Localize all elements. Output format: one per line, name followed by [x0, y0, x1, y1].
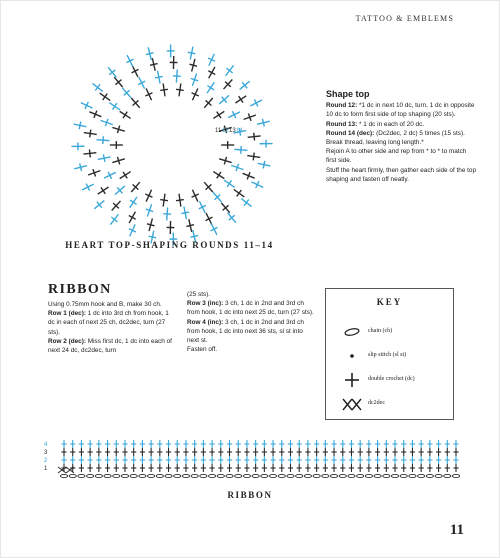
- heart-stitch-mark: [262, 119, 264, 127]
- key-box: [325, 288, 454, 420]
- ribbon-chain-mark: [191, 474, 198, 477]
- ribbon-chain-mark: [348, 474, 355, 477]
- instruction-label: Row 2 (dec):: [48, 337, 86, 345]
- heart-round-label: 13: [229, 128, 236, 134]
- instruction-text: Using 0.75mm hook and B, make 30 ch.: [48, 301, 162, 308]
- key-label-dc2dec: dc2dec: [368, 400, 385, 406]
- ribbon-chain-mark: [435, 474, 442, 477]
- instruction-text: Break thread, leaving long length.*: [326, 139, 424, 147]
- heart-stitch-mark: [186, 225, 194, 227]
- heart-stitch-mark: [80, 163, 82, 171]
- instruction-label: Row 1 (dec):: [48, 310, 86, 318]
- key-label-chain: chain (ch): [368, 328, 393, 334]
- ribbon-row-label: 1: [44, 466, 48, 472]
- heart-stitch-mark: [149, 236, 157, 238]
- heart-chart-caption: HEART TOP-SHAPING ROUNDS 11–14: [65, 240, 274, 250]
- instruction-paragraph: [187, 318, 315, 346]
- ribbon-chain-mark: [444, 474, 451, 477]
- ribbon-chain-mark: [452, 474, 459, 477]
- heart-stitch-mark: [89, 149, 90, 157]
- heart-stitch-mark: [101, 187, 105, 194]
- ribbon-chain-mark: [287, 474, 294, 477]
- key-item-double-crochet: [326, 371, 453, 389]
- shape-top-heading: Shape top: [326, 89, 370, 99]
- instruction-label: Row 3 (inc):: [187, 300, 224, 308]
- instruction-text: 3 ch, 1 dc in 2nd and 3rd ch from hook, 1 dc into next 36 sts, sl st into next st.: [187, 318, 304, 345]
- ribbon-chain-mark: [330, 474, 337, 477]
- ribbon-chart-caption: RIBBON: [227, 490, 273, 500]
- instruction-paragraph: [48, 337, 176, 355]
- heart-stitch-mark: [190, 64, 198, 66]
- instruction-text: (Dc2dec, 2 dc) 5 times (15 sts).: [376, 129, 465, 137]
- heart-stitch-mark: [103, 154, 104, 162]
- dc2dec-icon: [340, 395, 364, 413]
- heart-stitch-mark: [263, 161, 265, 169]
- heart-stitch-mark: [130, 200, 136, 204]
- ribbon-chain-mark: [357, 474, 364, 477]
- heart-stitch-mark: [123, 112, 127, 119]
- ribbon-instructions-col2: [187, 290, 315, 354]
- heart-round-label: 12: [222, 128, 229, 134]
- heart-stitch-mark: [79, 122, 81, 130]
- ribbon-chain-mark: [252, 474, 259, 477]
- key-label-double-crochet: double crochet (dc): [368, 376, 415, 382]
- heart-stitch-mark: [254, 133, 255, 141]
- slip-stitch-dot-icon: [340, 347, 364, 365]
- heart-stitch-mark: [146, 53, 154, 55]
- heart-stitch-mark: [155, 76, 163, 77]
- ribbon-chain-mark: [226, 474, 233, 477]
- ribbon-chain-mark: [426, 474, 433, 477]
- ribbon-chain-mark: [208, 474, 215, 477]
- heart-stitch-mark: [176, 200, 184, 201]
- ribbon-instructions-col1: [48, 300, 176, 355]
- ribbon-chain-mark: [130, 474, 137, 477]
- heart-stitch-mark: [103, 94, 108, 100]
- heart-stitch-mark: [181, 212, 189, 213]
- instruction-text: 1 dc into 3rd ch from hook, 1 dc in each of next 25 ch, dc2dec, turn (27 sts).: [48, 310, 169, 336]
- heart-stitch-mark: [150, 64, 158, 66]
- ribbon-chain-mark: [113, 474, 120, 477]
- ribbon-chain-mark: [365, 474, 372, 477]
- key-item-chain: [326, 323, 453, 341]
- ribbon-chain-mark: [104, 474, 111, 477]
- instruction-text: (25 sts).: [187, 291, 211, 298]
- ribbon-chain-mark: [60, 474, 67, 477]
- ribbon-chain-mark: [217, 474, 224, 477]
- ribbon-chain-mark: [87, 474, 94, 477]
- heart-stitch-mark: [90, 130, 91, 138]
- heart-stitch-mark: [123, 172, 127, 179]
- ribbon-chain-mark: [304, 474, 311, 477]
- page-number: 11: [449, 522, 464, 538]
- heart-stitch-mark: [217, 112, 221, 119]
- running-header: TATTOO & EMBLEMS: [355, 14, 454, 23]
- instruction-text: 3 ch, 1 dc in 2nd and 3rd ch from hook, 1 dc into next 25 dc, turn (27 sts).: [187, 300, 314, 317]
- ribbon-heading: RIBBON: [48, 282, 112, 297]
- ribbon-chain-mark: [409, 474, 416, 477]
- heart-stitch-mark: [253, 153, 254, 161]
- instruction-label: Round 14 (dec):: [326, 129, 375, 137]
- heart-stitch-mark: [241, 146, 242, 154]
- instruction-label: Round 12:: [326, 102, 358, 110]
- ribbon-chain-mark: [148, 474, 155, 477]
- ribbon-chain-mark: [139, 474, 146, 477]
- instruction-text: Miss first dc, 1 dc into each of next 24 dc, dc2dec, turn: [48, 337, 172, 355]
- instruction-paragraph: [326, 101, 478, 119]
- ribbon-chain-mark: [200, 474, 207, 477]
- heart-stitch-mark: [113, 103, 117, 109]
- heart-stitch-mark: [176, 89, 184, 90]
- heart-stitch-mark: [103, 136, 104, 144]
- heart-stitch-mark: [217, 172, 221, 179]
- instruction-text: *1 dc in next 10 dc, turn, 1 dc in opposite 10 dc to form first side of top shaping (20 sts).: [326, 102, 475, 119]
- instruction-paragraph: [326, 129, 478, 138]
- instruction-paragraph: [187, 290, 315, 299]
- ribbon-chain-mark: [95, 474, 102, 477]
- ribbon-chain-mark: [261, 474, 268, 477]
- instruction-paragraph: [48, 309, 176, 337]
- instruction-text: * 1 dc in each of 20 dc.: [359, 120, 425, 128]
- ribbon-chain-mark: [383, 474, 390, 477]
- key-item-dc2dec: [326, 395, 453, 413]
- double-crochet-cross-icon: [340, 371, 364, 389]
- heart-stitch-mark: [163, 214, 171, 215]
- ribbon-chain-mark: [418, 474, 425, 477]
- instruction-paragraph: [187, 299, 315, 317]
- instruction-paragraph: [326, 120, 478, 129]
- ribbon-chain-mark: [391, 474, 398, 477]
- ribbon-chain-mark: [269, 474, 276, 477]
- heart-round-label: 11: [215, 128, 222, 134]
- ribbon-chain-mark: [165, 474, 172, 477]
- shape-top-section: [326, 90, 478, 184]
- ribbon-chain-mark: [156, 474, 163, 477]
- ribbon-chain-mark: [121, 474, 128, 477]
- ribbon-chain-mark: [313, 474, 320, 477]
- key-item-slip-stitch: [326, 347, 453, 365]
- key-label-slip-stitch: slip stitch (sl st): [368, 352, 407, 358]
- ribbon-chain-mark: [78, 474, 85, 477]
- instruction-paragraph: [48, 300, 176, 309]
- ribbon-row-label: 2: [44, 458, 48, 464]
- heart-stitch-mark: [188, 52, 196, 54]
- instruction-paragraph: [326, 138, 478, 147]
- heart-stitch-mark: [227, 180, 231, 186]
- instruction-paragraph: [326, 166, 478, 184]
- ribbon-chain-mark: [235, 474, 242, 477]
- ribbon-row-label: 3: [44, 450, 48, 456]
- instruction-label: Row 4 (inc):: [187, 318, 224, 326]
- heart-stitch-mark: [160, 200, 168, 201]
- heart-stitch-mark: [160, 89, 168, 90]
- ribbon-chain-mark: [69, 474, 76, 477]
- ribbon-row-label: 4: [44, 442, 48, 448]
- ribbon-chain-mark: [182, 474, 189, 477]
- ribbon-chain-mark: [322, 474, 329, 477]
- heart-stitch-mark: [239, 96, 243, 103]
- ribbon-chain-mark: [174, 474, 181, 477]
- heart-stitch-mark: [190, 235, 198, 237]
- instruction-text: Fasten off.: [187, 346, 218, 354]
- ribbon-chain-mark: [243, 474, 250, 477]
- heart-stitch-mark: [237, 190, 242, 196]
- heart-round-label: 14: [236, 128, 243, 134]
- ribbon-chain-mark: [296, 474, 303, 477]
- ribbon-chain-mark: [278, 474, 285, 477]
- key-title: KEY: [376, 297, 403, 307]
- instruction-text: Stuff the heart firmly, then gather each side of the top shaping and fasten off neatly.: [326, 166, 477, 183]
- heart-stitch-mark: [173, 76, 181, 77]
- instruction-label: Round 13:: [326, 120, 358, 128]
- ribbon-chain-mark: [374, 474, 381, 477]
- chain-oval-icon: [340, 323, 364, 341]
- instruction-paragraph: [326, 147, 478, 165]
- instruction-text: Rejoin A to other side and rep from * to * to match first side.: [326, 148, 467, 165]
- heart-stitch-mark: [207, 86, 213, 90]
- heart-stitch-mark: [147, 224, 155, 226]
- ribbon-chain-mark: [400, 474, 407, 477]
- ribbon-chain-mark: [339, 474, 346, 477]
- instruction-paragraph: [187, 345, 315, 354]
